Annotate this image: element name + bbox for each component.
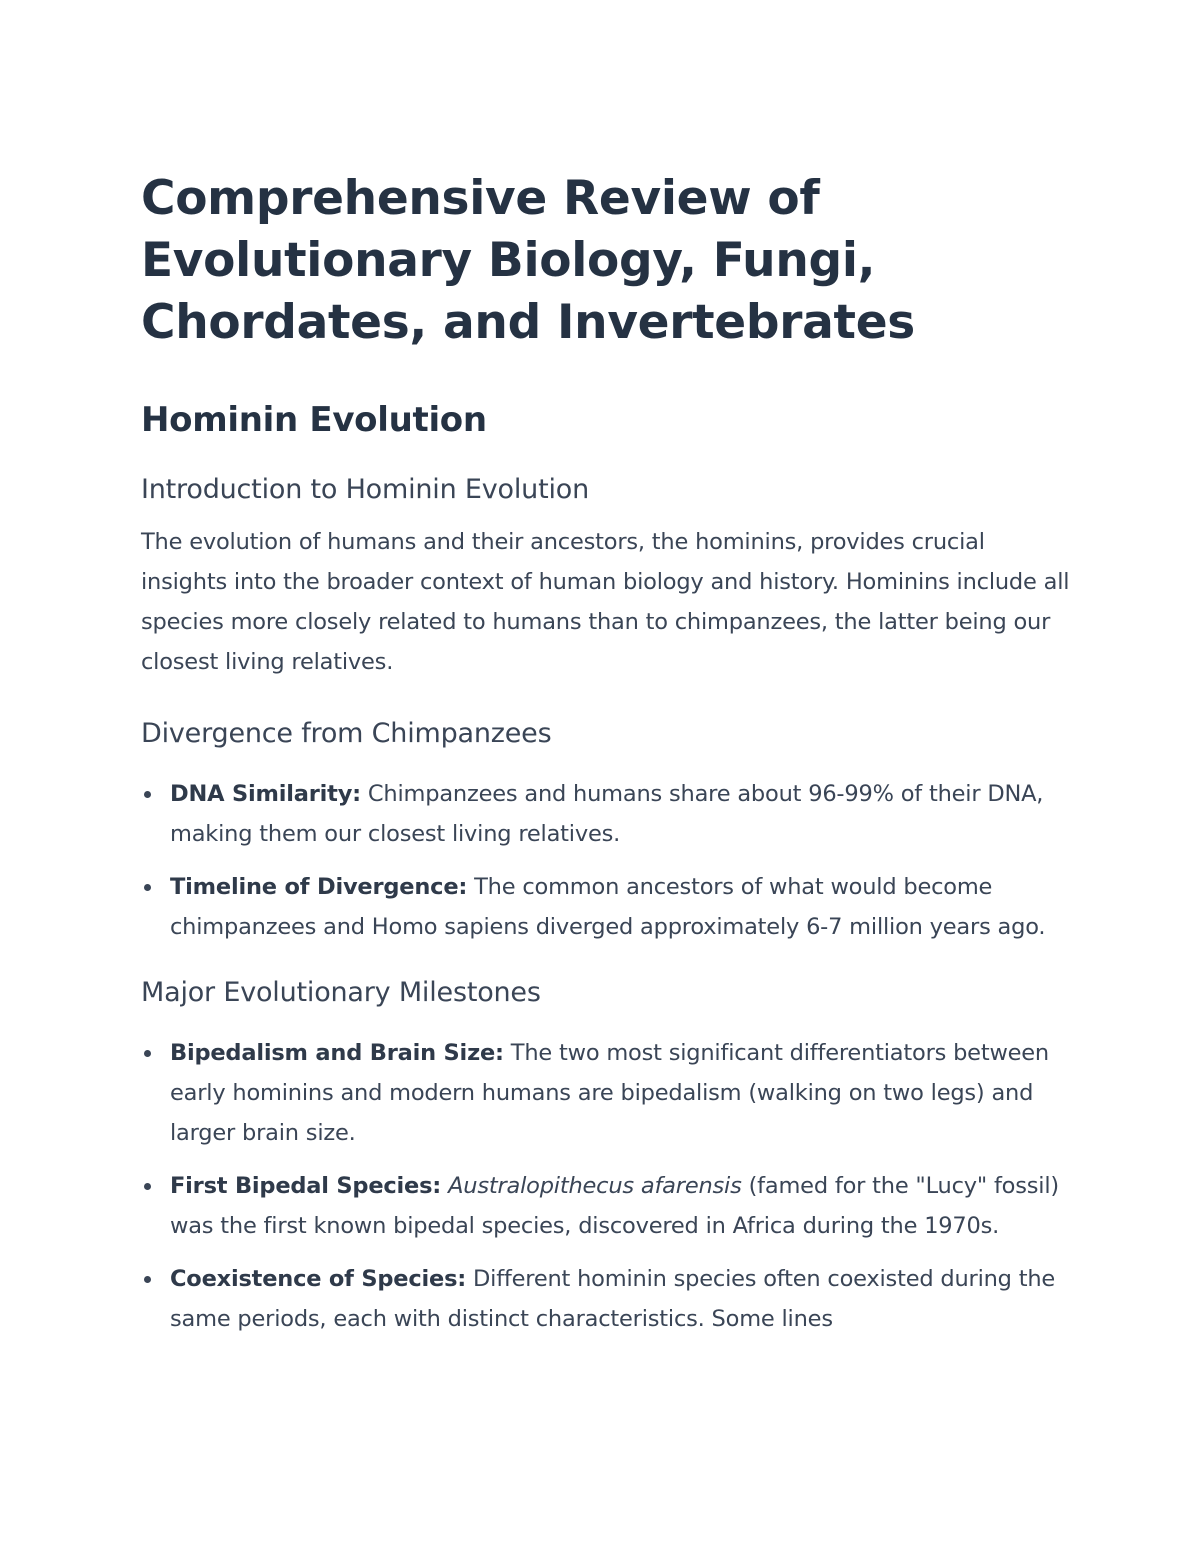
list-item: DNA Similarity: Chimpanzees and humans share about 96-99% of their DNA, making them our closest living relatives. — [141, 774, 1070, 854]
bullet-icon — [144, 1183, 151, 1190]
intro-paragraph: The evolution of humans and their ancestors, the hominins, provides crucial insights into the broader context of human biology and history. Hominins include all species more closely related to humans than to chimpanzees, the latter being our closest living relatives. — [141, 529, 1070, 675]
document-title: Comprehensive Review of Evolutionary Biology, Fungi, Chordates, and Invertebrates — [141, 171, 915, 350]
list-item: Bipedalism and Brain Size: The two most significant differentiators between early hominins and modern humans are bipedalism (walking on two legs) and larger brain size. — [141, 1033, 1070, 1153]
subheading-major-milestones: Major Evolutionary Milestones — [141, 977, 541, 1008]
subheading-divergence: Divergence from Chimpanzees — [141, 718, 552, 749]
list-item: First Bipedal Species: Australopithecus afarensis (famed for the "Lucy" fossil) was the first known bipedal species, discovered in Africa during the 1970s. — [141, 1166, 1070, 1246]
list-item-text: Chimpanzees and humans share about 96-99% of their DNA, making them our closest living relatives. — [170, 781, 1044, 847]
bullet-icon — [144, 1050, 151, 1057]
divergence-list — [141, 774, 1070, 947]
list-item-term: Timeline of Divergence — [170, 874, 459, 900]
list-item-text: The two most significant differentiators between early hominins and modern humans are bipedalism (walking on two legs) and larger brain size. — [170, 1040, 1049, 1146]
list-item-text: The common ancestors of what would become chimpanzees and Homo sapiens diverged approximately 6-7 million years ago. — [170, 874, 1046, 940]
bullet-icon — [144, 884, 151, 891]
bullet-icon — [144, 1276, 151, 1283]
list-item-term: Bipedalism and Brain Size — [170, 1040, 496, 1066]
list-item: Timeline of Divergence: The common ancestors of what would become chimpanzees and Homo sapiens diverged approximately 6-7 million years ago. — [141, 867, 1070, 947]
subheading-introduction: Introduction to Hominin Evolution — [141, 474, 589, 505]
milestones-list — [141, 1033, 1070, 1339]
list-item-term: DNA Similarity — [170, 781, 353, 807]
list-item-term: Coexistence of Species — [170, 1266, 458, 1292]
section-heading-hominin-evolution: Hominin Evolution — [141, 400, 487, 440]
list-item-text: (famed for the "Lucy" fossil) was the first known bipedal species, discovered in Africa during the 1970s. — [170, 1173, 1059, 1239]
list-item: Coexistence of Species: Different hominin species often coexisted during the same periods, each with distinct characteristics. Some lines — [141, 1259, 1070, 1339]
bullet-icon — [144, 791, 151, 798]
list-item-text: Different hominin species often coexisted during the same periods, each with distinct characteristics. Some lines — [170, 1266, 1056, 1332]
list-item-term: First Bipedal Species — [170, 1173, 433, 1199]
species-name: Australopithecus afarensis — [448, 1173, 742, 1199]
